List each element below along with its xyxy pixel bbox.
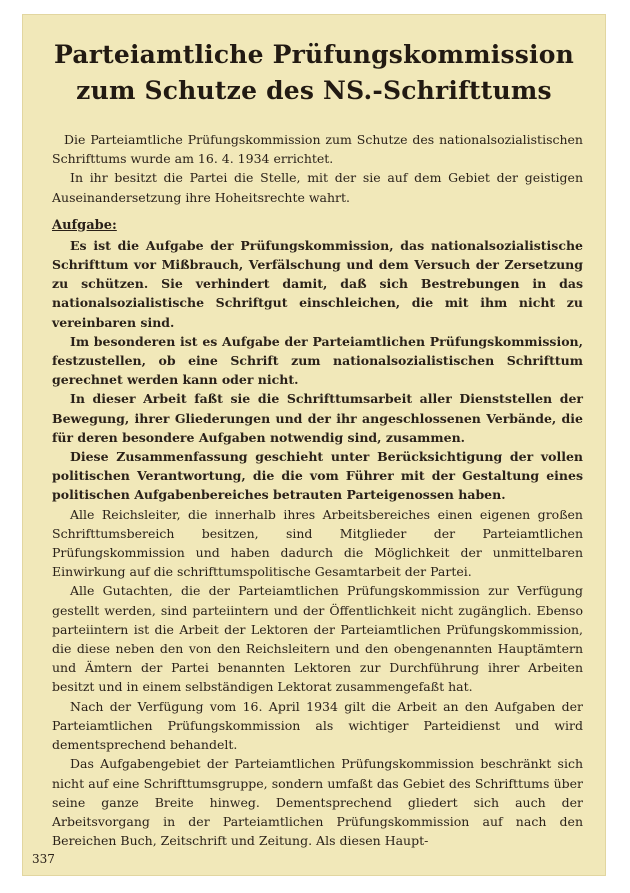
body-paragraph: Im besonderen ist es Aufgabe der Parteiamtlichen Prüfungskommission, festzustellen, ob eine Schrift zum nationalsozialistischen Schrifttum gerechnet werden kann oder nicht. bbox=[52, 333, 583, 388]
body-paragraph: Diese Zusammenfassung geschieht unter Berücksichtigung der vollen politischen Verantwortung, die die vom Führer mit der Gestaltung eines politischen Aufgabenbereiches betrauten Parteigenossen haben. bbox=[52, 449, 583, 503]
body-paragraph: In dieser Arbeit faßt sie die Schrifttumsarbeit aller Dienststellen der Bewegung, ihrer Gliederungen und der ihr angeschlossenen Verbände, die für deren besondere Aufgaben notwendig sind, zusammen. bbox=[52, 391, 583, 445]
body-paragraph: Es ist die Aufgabe der Prüfungskommission, das nationalsozialistische Schrifttum vor Mißbrauch, Verfälschung und dem Versuch der Zersetzung zu schützen. Sie verhindert damit, daß sich Bestrebungen in das nationalsozialistische Schriftgut einschleichen, die mit ihm nicht zu vereinbaren sind. bbox=[52, 237, 583, 330]
document-title-line-1: Parteiamtliche Prüfungskommission bbox=[54, 40, 574, 69]
document-page bbox=[22, 14, 606, 876]
body-paragraph: Nach der Verfügung vom 16. April 1934 gilt die Arbeit an den Aufgaben der Parteiamtlichen Prüfungskommission als wichtiger Parteidienst und wird dementsprechend behandelt. bbox=[52, 698, 583, 753]
body-paragraph: Alle Gutachten, die der Parteiamtlichen Prüfungskommission zur Verfügung gestellt werden, sind parteiintern und der Öffentlichkeit nicht zugänglich. Ebenso parteiintern ist die Arbeit der Lektoren der Parteiamtlichen Prüfungskommission, die diese neben den von den Reichsleitern und den obengenannten Hauptämtern und Ämtern der Partei benannten Lektoren zur Durchführung ihrer Arbeiten besitzt und in einem selbständigen Lektorat zusammengefaßt hat. bbox=[52, 583, 583, 695]
intro-paragraph: Die Parteiamtliche Prüfungskommission zum Schutze des nationalsozialistischen Schrifttums wurde am 16. 4. 1934 errichtet. bbox=[52, 132, 583, 167]
body-paragraph: Das Aufgabengebiet der Parteiamtlichen Prüfungskommission beschränkt sich nicht auf eine Schrifttumsgruppe, sondern umfaßt das Gebiet des Schrifttums über seine ganze Breite hinweg. Dementsprechend gliedert sich auch der Arbeitsvorgang in der Parteiamtlichen Prüfungskommission auf nach den Bereichen Buch, Zeitschrift und Zeitung. Als diesen Haupt- bbox=[52, 756, 583, 849]
document-title-line-2: zum Schutze des NS.-Schrifttums bbox=[76, 76, 552, 105]
body-paragraph: Alle Reichsleiter, die innerhalb ihres Arbeitsbereiches einen eigenen großen Schrifttumsbereich besitzen, sind Mitglieder der Parteiamtlichen Prüfungskommission und haben dadurch die Möglichkeit der unmittelbaren Einwirkung auf die schrifttumspolitische Gesamtarbeit der Partei. bbox=[52, 506, 583, 580]
section-heading: Aufgabe: bbox=[52, 217, 117, 233]
document-body bbox=[52, 130, 583, 850]
intro-paragraph: In ihr besitzt die Partei die Stelle, mit der sie auf dem Gebiet der geistigen Auseinandersetzung ihre Hoheitsrechte wahrt. bbox=[52, 170, 583, 205]
page-number: 337 bbox=[32, 852, 55, 866]
